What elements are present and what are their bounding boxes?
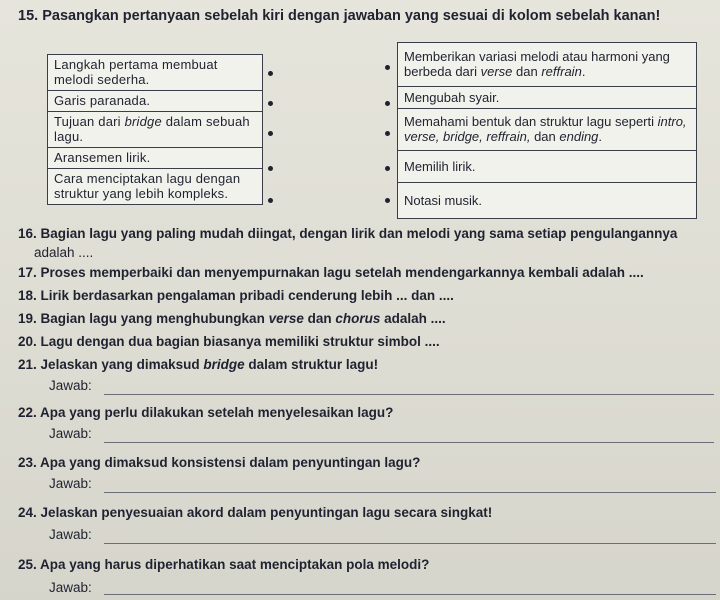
right-dot-5[interactable] [385, 198, 390, 203]
matching-right-table [397, 42, 697, 219]
question-text: Proses memperbaiki dan menyempurnakan lagu setelah mendengarkannya kembali adalah .... [40, 265, 644, 280]
table-row [48, 169, 263, 205]
question-text: Apa yang dimaksud konsistensi dalam penyuntingan lagu? [40, 455, 421, 470]
question-25 [18, 557, 718, 572]
question-number: 16. [18, 226, 37, 241]
left-dot-4[interactable] [268, 166, 273, 171]
question-text: Lagu dengan dua bagian biasanya memiliki struktur simbol .... [40, 334, 440, 349]
question-number: 22. [18, 405, 37, 420]
left-item-3: Tujuan dari bridge dalam sebuah lagu. [48, 112, 263, 148]
question-text: Bagian lagu yang paling mudah diingat, dengan lirik dan melodi yang sama setiap pengulangannya [40, 226, 678, 241]
table-row [398, 43, 697, 87]
question-number: 15. [18, 8, 39, 24]
table-row [398, 109, 697, 151]
left-dot-1[interactable] [268, 71, 273, 76]
left-item-5: Cara menciptakan lagu dengan struktur yang lebih kompleks. [48, 169, 263, 205]
answer-label: Jawab: [49, 527, 92, 542]
right-item-1: Memberikan variasi melodi atau harmoni yang berbeda dari verse dan reffrain. [398, 43, 697, 87]
question-number: 21. [18, 357, 37, 372]
question-text: Lirik berdasarkan pengalaman pribadi cenderung lebih ... dan .... [40, 288, 454, 303]
answer-line-21[interactable] [104, 394, 714, 395]
question-23 [18, 455, 718, 470]
question-text: Bagian lagu yang menghubungkan verse dan chorus adalah .... [40, 311, 446, 326]
question-21 [18, 357, 718, 372]
question-number: 18. [18, 288, 37, 303]
right-item-2: Mengubah syair. [398, 87, 697, 109]
question-number: 23. [18, 455, 37, 470]
question-number: 19. [18, 311, 37, 326]
question-20 [18, 334, 718, 349]
question-15 [18, 8, 708, 24]
question-number: 24. [18, 505, 37, 520]
question-19 [18, 311, 718, 326]
question-text: Pasangkan pertanyaan sebelah kiri dengan jawaban yang sesuai di kolom sebelah kanan! [42, 8, 661, 24]
question-17 [18, 265, 718, 280]
answer-label: Jawab: [49, 426, 92, 441]
question-number: 17. [18, 265, 37, 280]
left-item-1: Langkah pertama membuat melodi sederha. [48, 55, 263, 91]
left-item-4: Aransemen lirik. [48, 148, 263, 169]
question-text: Jelaskan penyesuaian akord dalam penyuntingan lagu secara singkat! [40, 505, 493, 520]
question-16 [18, 226, 718, 241]
table-row [398, 183, 697, 219]
right-dot-2[interactable] [385, 101, 390, 106]
matching-left-table [47, 54, 263, 205]
table-row [398, 151, 697, 183]
table-row [48, 112, 263, 148]
left-dot-2[interactable] [268, 101, 273, 106]
answer-label: Jawab: [49, 476, 92, 491]
question-16-continuation: adalah .... [34, 245, 94, 260]
question-text: Apa yang harus diperhatikan saat menciptakan pola melodi? [40, 557, 430, 572]
right-item-4: Memilih lirik. [398, 151, 697, 183]
question-text: Apa yang perlu dilakukan setelah menyelesaikan lagu? [40, 405, 394, 420]
right-item-5: Notasi musik. [398, 183, 697, 219]
answer-line-22[interactable] [104, 442, 714, 443]
question-18 [18, 288, 718, 303]
table-row [48, 91, 263, 112]
answer-label: Jawab: [49, 580, 92, 595]
table-row [48, 55, 263, 91]
table-row [48, 148, 263, 169]
question-number: 20. [18, 334, 37, 349]
answer-line-24[interactable] [104, 543, 716, 544]
right-dot-1[interactable] [385, 65, 390, 70]
right-dot-4[interactable] [385, 166, 390, 171]
table-row [398, 87, 697, 109]
right-dot-3[interactable] [385, 131, 390, 136]
answer-line-25[interactable] [104, 594, 716, 595]
question-text: Jelaskan yang dimaksud bridge dalam struktur lagu! [40, 357, 379, 372]
question-22 [18, 405, 718, 420]
left-dot-5[interactable] [268, 198, 273, 203]
answer-label: Jawab: [49, 378, 92, 393]
left-dot-3[interactable] [268, 131, 273, 136]
left-item-2: Garis paranada. [48, 91, 263, 112]
question-number: 25. [18, 557, 37, 572]
answer-line-23[interactable] [104, 492, 716, 493]
question-24 [18, 505, 718, 520]
right-item-3: Memahami bentuk dan struktur lagu seperti intro, verse, bridge, reffrain, dan ending. [398, 109, 697, 151]
